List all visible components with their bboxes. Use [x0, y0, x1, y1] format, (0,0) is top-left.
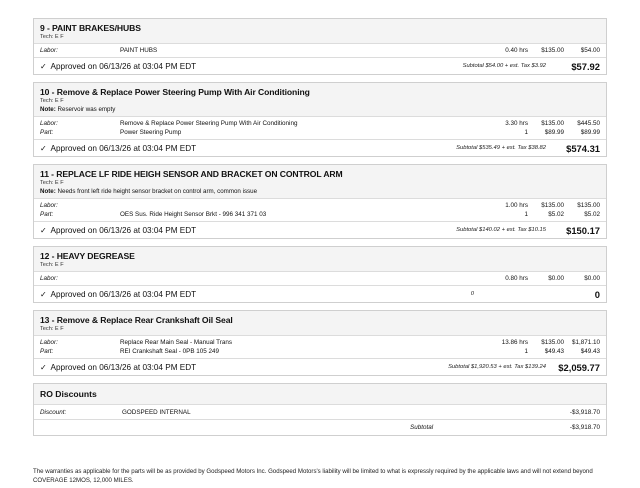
job-footer	[34, 358, 606, 375]
line-rate: $135.00	[541, 202, 564, 209]
job-subtotal: Subtotal $535.49 + est. Tax $38.82	[456, 145, 546, 151]
approval-text: Approved on 06/13/26 at 03:04 PM EDT	[50, 225, 197, 235]
line-type: Labor:	[40, 339, 58, 346]
job-tech: Tech: E F	[40, 262, 64, 268]
line-desc: Power Steering Pump	[120, 129, 182, 136]
approval-status	[40, 363, 448, 372]
line-rate: $89.99	[544, 129, 564, 136]
job-title: 10 - Remove & Replace Power Steering Pump With Air Conditioning	[40, 87, 310, 97]
line-desc: PAINT HUBS	[120, 47, 158, 54]
approval-text: Approved on 06/13/26 at 03:04 PM EDT	[50, 289, 197, 299]
approval-status	[40, 144, 456, 153]
job-subtotal: Subtotal $140.02 + est. Tax $10.15	[456, 227, 546, 233]
job-footer	[34, 221, 606, 238]
note-label: Note:	[40, 188, 56, 195]
line-rate: $135.00	[541, 47, 564, 54]
job-footer	[34, 139, 606, 156]
line-qty: 3.30 hrs	[505, 120, 528, 127]
line-rate: $49.43	[544, 348, 564, 355]
job-card	[33, 18, 607, 75]
line-desc	[120, 274, 468, 283]
check-icon: ✓	[40, 225, 47, 235]
line-item	[40, 347, 600, 356]
line-item	[40, 46, 600, 55]
job-subtotal: Subtotal $1,920.53 + est. Tax $139.24	[448, 364, 546, 370]
approval-text: Approved on 06/13/26 at 03:04 PM EDT	[50, 143, 197, 153]
job-title: 12 - HEAVY DEGREASE	[40, 251, 135, 261]
line-qty: 1	[524, 129, 528, 136]
job-note	[40, 188, 600, 195]
job-card	[33, 164, 607, 239]
line-rate: $0.00	[548, 275, 564, 282]
line-qty: 0.80 hrs	[505, 275, 528, 282]
job-subtotal: Subtotal $54.00 + est. Tax $3.92	[462, 63, 546, 69]
line-type: Labor:	[40, 120, 58, 127]
line-type: Part:	[40, 211, 54, 218]
check-icon: ✓	[40, 61, 47, 71]
line-amount: $445.50	[577, 120, 600, 127]
job-header	[34, 83, 606, 116]
discount-type: Discount:	[40, 408, 67, 416]
job-note	[40, 106, 600, 113]
line-desc: REI Crankshaft Seal - 0PB 105 249	[120, 348, 220, 355]
line-rate: $135.00	[541, 339, 564, 346]
job-tech: Tech: E F	[40, 326, 64, 332]
approval-text: Approved on 06/13/26 at 03:04 PM EDT	[50, 61, 197, 71]
job-header	[34, 165, 606, 198]
job-tech: Tech: E F	[40, 180, 64, 186]
discount-subtotal-row	[34, 420, 606, 435]
job-lines	[34, 43, 606, 57]
job-card	[33, 246, 607, 303]
approval-status	[40, 226, 456, 235]
discount-subtotal: -$3,918.70	[569, 424, 600, 431]
note-label: Note:	[40, 106, 56, 113]
line-amount: $54.00	[580, 47, 600, 54]
line-amount: $5.02	[584, 211, 600, 218]
line-desc	[120, 201, 468, 210]
line-amount: $1,871.10	[571, 339, 600, 346]
job-total: 0	[594, 288, 600, 300]
job-footer	[34, 285, 606, 302]
line-qty: 13.86 hrs	[501, 339, 528, 346]
discount-desc: GODSPEED INTERNAL	[122, 408, 191, 416]
line-type: Part:	[40, 129, 54, 136]
job-card	[33, 82, 607, 157]
line-amount: $135.00	[577, 202, 600, 209]
job-header	[34, 247, 606, 271]
job-total: $574.31	[566, 142, 600, 154]
job-lines	[34, 116, 606, 139]
check-icon: ✓	[40, 143, 47, 153]
approval-status	[40, 62, 463, 71]
discount-subtotal-label: Subtotal	[410, 424, 434, 431]
job-header	[34, 19, 606, 43]
line-qty: 0.40 hrs	[505, 47, 528, 54]
job-title: 11 - REPLACE LF RIDE HEIGH SENSOR AND BRACKET ON CONTROL ARM	[40, 169, 343, 179]
discount-line	[34, 405, 606, 420]
discount-amount: -$3,918.70	[569, 408, 600, 416]
job-tech: Tech: E F	[40, 34, 64, 40]
job-lines	[34, 335, 606, 358]
line-desc: OES Sus. Ride Height Sensor Brkt - 996 341 371 03	[120, 211, 267, 218]
job-card	[33, 310, 607, 376]
job-total: $57.92	[571, 60, 600, 72]
line-rate: $135.00	[541, 120, 564, 127]
discounts-header	[34, 384, 606, 405]
line-item	[40, 201, 600, 210]
note-text: Needs front left ride height sensor bracket on control arm, common issue	[57, 188, 258, 195]
job-tech: Tech: E F	[40, 98, 64, 104]
line-desc: Remove & Replace Power Steering Pump With Air Conditioning	[120, 120, 298, 127]
line-amount: $89.99	[580, 129, 600, 136]
check-icon: ✓	[40, 289, 47, 299]
line-item	[40, 338, 600, 347]
line-item	[40, 119, 600, 128]
job-header	[34, 311, 606, 335]
line-amount: $0.00	[584, 275, 600, 282]
note-text: Reservoir was empty	[57, 106, 116, 113]
line-amount: $49.43	[580, 348, 600, 355]
line-qty: 1	[524, 211, 528, 218]
line-type: Labor:	[40, 202, 58, 209]
line-rate: $5.02	[548, 211, 564, 218]
job-title: 13 - Remove & Replace Rear Crankshaft Oil Seal	[40, 315, 233, 325]
job-subtotal: 0	[470, 291, 474, 297]
line-qty: 1.00 hrs	[505, 202, 528, 209]
job-total: $150.17	[566, 224, 600, 236]
job-lines	[34, 198, 606, 221]
line-type: Labor:	[40, 275, 58, 282]
check-icon: ✓	[40, 362, 47, 372]
repair-order	[33, 18, 607, 443]
line-item	[40, 274, 600, 283]
job-lines	[34, 271, 606, 285]
line-desc: Replace Rear Main Seal - Manual Trans	[120, 339, 232, 346]
line-item	[40, 128, 600, 137]
discounts-card	[33, 383, 607, 436]
line-type: Labor:	[40, 47, 58, 54]
job-total: $2,059.77	[558, 361, 600, 373]
job-title: 9 - PAINT BRAKES/HUBS	[40, 23, 141, 33]
line-item	[40, 210, 600, 219]
line-qty: 1	[524, 348, 528, 355]
discounts-title: RO Discounts	[40, 389, 97, 399]
job-footer	[34, 57, 606, 74]
approval-text: Approved on 06/13/26 at 03:04 PM EDT	[50, 362, 197, 372]
approval-status	[40, 290, 471, 299]
line-type: Part:	[40, 348, 54, 355]
warranty-text: The warranties as applicable for the parts will be as provided by Godspeed Motors Inc. Godspeed Motors's liability will be limited to what is expressly required by the applicable laws and will not extend beyond COVERAGE 12MOS, 12,000 MILES.	[33, 468, 593, 484]
